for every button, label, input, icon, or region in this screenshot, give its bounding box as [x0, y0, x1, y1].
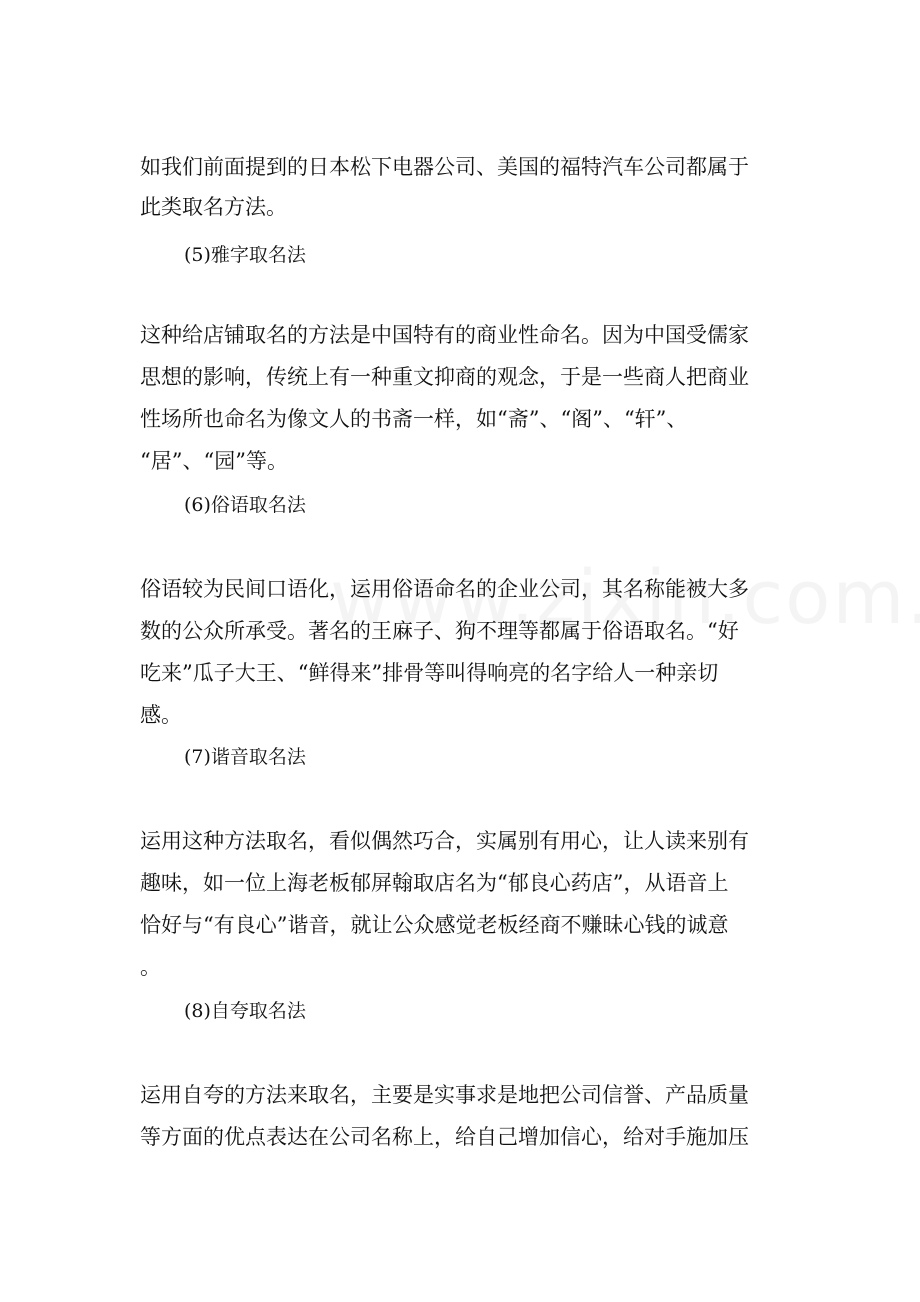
- paragraph-line: 感。: [140, 703, 182, 727]
- paragraph-line: 这种给店铺取名的方法是中国特有的商业性命名。因为中国受儒家: [140, 323, 749, 347]
- paragraph-line: 数的公众所承受。著名的王麻子、狗不理等都属于俗语取名。“好: [140, 619, 739, 643]
- section-heading-7: (7)谐音取名法: [184, 746, 306, 768]
- section-heading-5: (5)雅字取名法: [184, 244, 306, 266]
- paragraph-line: “居”、“园”等。: [140, 449, 288, 473]
- paragraph-line: 趣味，如一位上海老板郁屏翰取店名为“郁良心药店”，从语音上: [140, 871, 729, 895]
- paragraph-line: 如我们前面提到的日本松下电器公司、美国的福特汽车公司都属于: [140, 155, 749, 179]
- paragraph-line: 运用这种方法取名，看似偶然巧合，实属别有用心，让人读来别有: [140, 829, 749, 853]
- paragraph-line: 等方面的优点表达在公司名称上，给自己增加信心，给对手施加压: [140, 1125, 749, 1149]
- paragraph-line: 。: [140, 955, 161, 979]
- section-heading-8: (8)自夸取名法: [184, 1000, 306, 1022]
- paragraph-line: 吃来”瓜子大王、“鲜得来”排骨等叫得响亮的名字给人一种亲切: [140, 661, 719, 685]
- paragraph-line: 恰好与“有良心”谐音，就让公众感觉老板经商不赚昧心钱的诚意: [140, 913, 729, 937]
- section-heading-6: (6)俗语取名法: [184, 494, 306, 516]
- paragraph-line: 性场所也命名为像文人的书斋一样，如“斋”、“阁”、“轩”、: [140, 407, 688, 431]
- paragraph-line: 此类取名方法。: [140, 195, 287, 219]
- paragraph-line: 俗语较为民间口语化，运用俗语命名的企业公司，其名称能被大多: [140, 577, 749, 601]
- paragraph-line: 运用自夸的方法来取名，主要是实事求是地把公司信誉、产品质量: [140, 1083, 749, 1107]
- paragraph-line: 思想的影响，传统上有一种重文抑商的观念，于是一些商人把商业: [140, 365, 749, 389]
